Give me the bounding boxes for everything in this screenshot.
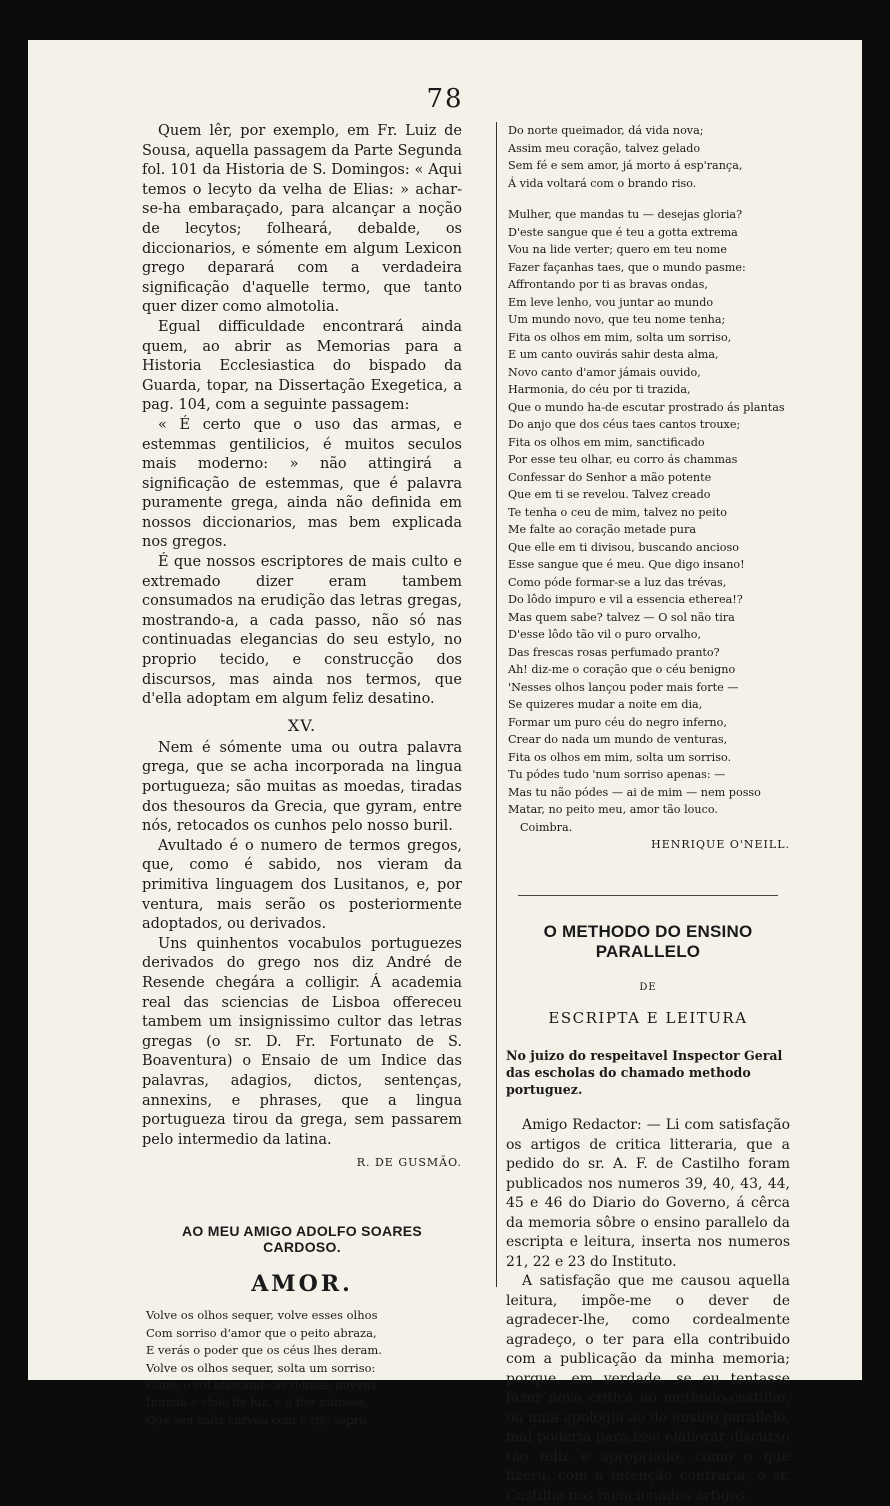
stanza-spacer [506,192,790,206]
poem-line: Fazer façanhas taes, que o mundo pasme: [508,260,746,274]
poem-line: Vou na lide verter; quero em teu nome [508,243,728,256]
poem-line: Fita os olhos em mim, solta um sorriso. [508,750,732,764]
article-body [506,1116,790,1506]
poem-line: Formar um puro céu do negro inferno, [508,715,727,729]
poem-line: Harmonia, do céu por ti trazida, [508,383,691,396]
poem-line: Fita os olhos em mim, solta um sorriso, [508,330,732,344]
poem-line: Tu pódes tudo 'num sorriso apenas: — [508,768,726,781]
section-divider [518,895,778,896]
poem-line: Do anjo que dos céus taes cantos trouxe; [508,418,741,431]
poem-line: 'Nesses olhos lançou poder mais forte — [508,680,739,694]
poem-line: Esse sangue que é meu. Que digo insano! [508,558,745,571]
poem-line: Que o mundo ha-de escutar prostrado ás plantas [508,400,785,414]
poem-line: Das frescas rosas perfumado pranto? [508,645,720,659]
poem-line: Me falte ao coração metade pura [508,523,697,536]
poem-line: Um mundo novo, que teu nome tenha; [508,313,726,326]
poem-line: Mas tu não pódes — ai de mim — nem posso [508,785,761,799]
poem-line: Affrontando por ti as bravas ondas, [508,278,708,291]
poem-line: Á vida voltará com o brando riso. [508,176,697,190]
poem-line: Por esse teu olhar, eu corro ás chammas [508,453,738,466]
paragraph: Egual difficuldade encontrará ainda quem, ao abrir as Memorias para a Historia Ecclesiastica do bispado da Guarda, topar, na Dissertação Exegetica, a pag. 104, com a seguinte passagem: [142,318,462,414]
newspaper-page [28,40,862,1504]
left-article-part2 [142,739,462,1150]
paragraph: Quem lêr, por exemplo, em Fr. Luiz de Sousa, aquella passagem da Parte Segunda fol. 101 da Historia de S. Domingos: « Aqui temos o lecyto da velha de Elias: » achar-se-ha embaraçado, para alcançar a noção de lecytos; folheará, debalde, os diccionarios, e sómente em algum Lexicon grego deparará com a verdadeira significação d'aquelle termo, que tanto quer dizer como almotolia. [142,123,462,316]
poem-line: D'este sangue que é teu a gotta extrema [508,225,738,239]
poem-line: Do norte queimador, dá vida nova; [508,124,704,137]
poem-line: Volve os olhos sequer, solta um sorriso: [146,1360,376,1375]
article-title: O METHODO DO ENSINO PARALLELO [543,922,753,961]
paragraph: Amigo Redactor: — Li com satisfação os artigos de critica litteraria, que a pedido do sr. A. F. de Castilho foram publicados nos numeros 39, 40, 43, 44, 45 e 46 do Diario do Governo, á cêrca da memoria sôbre o ensino parallelo da escripta e leitura, inserta nos numeros 21, 22 e 23 do Instituto. [506,1117,790,1270]
poem-place: Coimbra. [520,820,573,834]
page-number: 78 [426,84,464,114]
poem-line: Que seu calix curvou com o rijo sopro [146,1412,367,1427]
poem-line: Mulher, que mandas tu — desejas gloria? [508,208,743,221]
poem-line: Confessar do Senhor a mão potente [508,470,712,484]
right-column [506,122,790,1506]
paragraph: É que nossos escriptores de mais culto e extremado dizer eram tambem consumados na erudição das letras gregas, mostrando-a, a cada passo, não só nas continuadas elegancias do seu estylo, no proprio tecido, e construcção dos discursos, mas ainda nos termos, que d'ella adoptam em algum feliz desatino. [142,554,462,708]
poem-title: AMOR. [251,1271,353,1298]
poem-line: Matar, no peito meu, amor tão louco. [508,803,718,816]
poem-line: E um canto ouvirás sahir desta alma, [508,348,719,361]
poem-line: Ah! diz-me o coração que o céu benigno [508,663,736,676]
poem-line: Como póde formar-se a luz das trévas, [508,575,727,589]
poem-line: Que em ti se revelou. Talvez creado [508,488,711,501]
paragraph: Avultado é o numero de termos gregos, que, como é sabido, nos vieram da primitiva linguagem dos Lusitanos, e, por ventura, mais serão os posteriormente adoptados, ou derivados. [142,837,462,933]
poem-author: HENRIQUE O'NEILL. [651,838,790,851]
poem-dedication: AO MEU AMIGO ADOLFO SOARES CARDOSO. [181,1223,423,1256]
poem-line: Fita os olhos em mim, sanctificado [508,435,705,449]
poem-stanza [142,1307,462,1429]
article-title-connector: DE [639,982,657,993]
paragraph: « É certo que o uso das armas, e estemmas gentilicios, é muitos seculos mais moderno: » não attingirá a significação de estemmas, que é palavra puramente grega, ainda não definida em nossos diccionarios, mas bem explicada nos gregos. [142,416,462,551]
poem-line: Sem fé e sem amor, já morto á esp'rança, [508,159,743,172]
paragraph: Nem é sómente uma ou outra palavra grega, que se acha incorporada na lingua portugueza; são muitas as moedas, tiradas dos thesouros da Grecia, que gyram, entre nós, retocados os cunhos pelo nosso buril. [142,739,462,835]
poem-line: Como o sol afastando as densas nuvens [146,1377,377,1392]
poem-stanza-2 [506,206,790,819]
poem-line: Com sorriso d'amor que o peito abraza, [146,1325,377,1340]
paragraph: A satisfação que me causou aquella leitura, impõe-me o dever de agradecer-lhe, como cordealmente agradeço, o ter para ella contribuido com a publicação da minha memoria; porque, em verdade, se eu tentasse fazer nova critica ao methodo-castilho, ou uma apologia ao do ensino parallelo, mal poderia para isso elaborar discurso tão feliz e apropriado, como o que fizera, com a intenção contraria, o sr. Castilho nos mencionados artigos. [506,1273,790,1504]
column-divider [496,122,497,1287]
poem-line: Que elle em ti divisou, buscando ancioso [508,540,739,554]
poem-line: Te tenha o ceu de mim, talvez no peito [508,505,727,519]
article-subtitle: ESCRIPTA E LEITURA [548,1009,748,1027]
section-heading: XV. [287,715,317,735]
poem-stanza-1 [506,122,790,192]
poem-line: Crear do nada um mundo de venturas, [508,733,728,746]
left-article-part1 [142,122,462,710]
poem-line: Volve os olhos sequer, volve esses olhos [146,1308,378,1323]
poem-line: D'esse lôdo tão vil o puro orvalho, [508,628,702,641]
poem-line: E verás o poder que os céus lhes deram. [146,1343,382,1358]
left-column [142,122,462,1429]
poem-line: Mas quem sabe? talvez — O sol não tira [508,610,735,624]
poem-line: Do lôdo impuro e vil a essencia etherea!? [508,593,743,606]
article-lead: No juizo do respeitavel Inspector Geral das escholas do chamado methodo portuguez. [506,1048,783,1097]
poem-line: Se quizeres mudar a noite em dia, [508,698,703,711]
author-signature: R. DE GUSMÃO. [356,1156,462,1170]
poem-line: Novo canto d'amor jámais ouvido, [508,365,701,379]
poem-line: Em leve lenho, vou juntar ao mundo [508,295,714,309]
poem-line: Inunda o chão de luz, e á flor mimosa, [146,1395,369,1410]
poem-line: Assim meu coração, talvez gelado [508,141,701,155]
paragraph: Uns quinhentos vocabulos portuguezes derivados do grego nos diz André de Resende chegára a colligir. Á academia real das sciencias de Lisboa offereceu tambem um insignissimo cultor das letras gregas (o sr. D. Fr. Fortunato de S. Boaventura) o Ensaio de um Indice das palavras, adagios, dictos, sentenças, annexins, e phrases, que a lingua portugueza tirou da grega, sem passarem pelo intermedio da latina. [142,935,462,1148]
